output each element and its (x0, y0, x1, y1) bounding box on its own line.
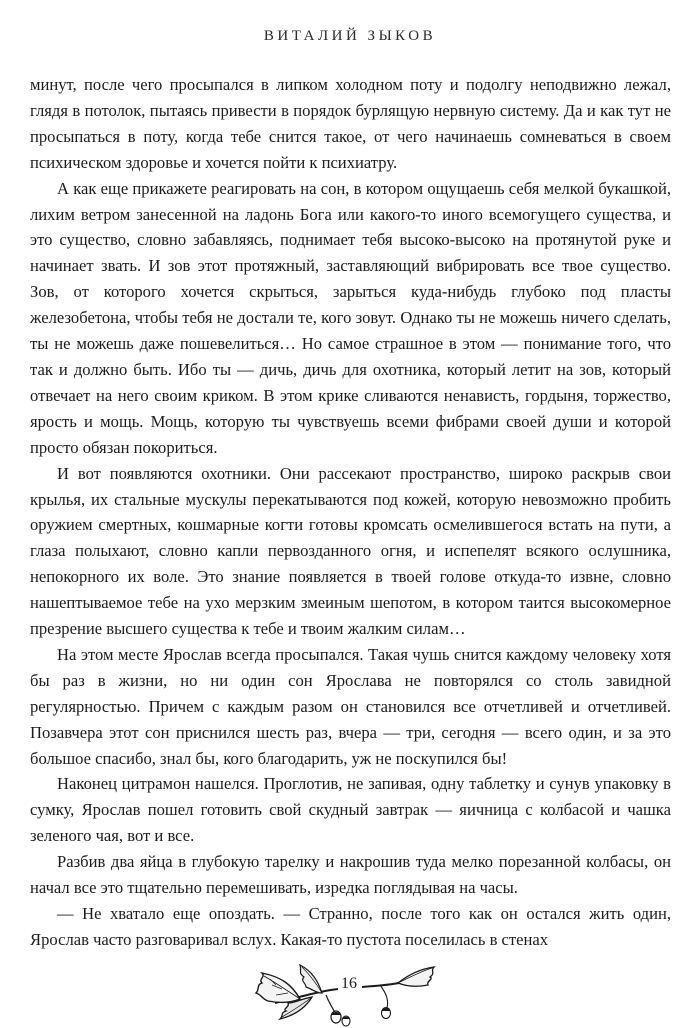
page-body-text (30, 72, 671, 953)
paragraph-hunters: И вот появляются охотники. Они рассекают пространство, широко раскрыв свои крылья, их стальные мускулы перекатываются под кожей, которую невозможно пробить оружием смертных, кошмарные когти готовы кромсать осмелившегося встать на пути, а глаза полыхают, словно капли первозданного огня, и испепелят всякого ослушника, непокорного их воле. Это знание появляется в твоей голове откуда-то извне, словно нашептываемое тебе на ухо мерзким змеиным шепотом, в котором таится высокомерное презрение высшего существа к тебе и твоим жалким силам… (30, 463, 671, 639)
running-head-author: ВИТАЛИЙ ЗЫКОВ (263, 28, 437, 44)
page-footer (0, 955, 700, 1028)
paragraph-citramon: Наконец цитрамон нашелся. Проглотив, не запивая, одну таблетку и сунув упаковку в сумку, Ярослав пошел готовить свой скудный завтрак — яичница с колбасой и чашка зеленого чая, вот и все. (30, 774, 671, 846)
paragraph-dream: А как еще прикажете реагировать на сон, в котором ощущаешь себя мелкой букашкой, лихим ветром занесенной на ладонь Бога или какого-то иного всемогущего существа, и это существо, словно забавляясь, поднимает тебя высоко-высоко на протянутой руке и начинает звать. И зов этот протяжный, заставляющий вибрировать все твое существо. Зов, от которого хочется скрыться, зарыться куда-нибудь глубоко под пласты железобетона, чтобы тебя не достали те, кого зовут. Однако ты не можешь ничего сделать, ты не можешь даже пошевелиться… Но самое страшное в этом — понимание того, что так и должно быть. Ибо ты — дичь, дичь для охотника, который летит на зов, который отвечает на него своим криком. В этом крике сливаются ненависть, гордыня, торжество, ярость и мощь. Мощь, которую ты чувствуешь всеми фибрами своей души и которой просто обязан покориться. (30, 178, 671, 457)
paragraph-continuation: минут, после чего просыпался в липком холодном поту и подолгу неподвижно лежал, глядя в потолок, пытаясь привести в порядок бурлящую нервную систему. Да и как тут не просыпаться в поту, когда тебе снится такое, от чего начинаешь сомневаться в своем психическом здоровье и хочется пойти к психиатру. (30, 75, 671, 172)
paragraph-dialogue: — Не хватало еще опоздать. — Странно, после того как он остался жить один, Ярослав часто разговаривал вслух. Какая-то пустота поселилась в стенах (30, 904, 671, 949)
paragraph-eggs: Разбив два яйца в глубокую тарелку и накрошив туда мелко порезанной колбасы, он начал все это тщательно перемешивать, изредка поглядывая на часы. (30, 852, 671, 898)
page-number: 16 (341, 975, 357, 992)
paragraph-waking: На этом месте Ярослав всегда просыпался. Такая чушь снится каждому человеку хотя бы раз в жизни, но ни один сон Ярослава не повторялся со столь завидной регулярностью. Причем с каждым разом он становился все отчетливей и отчетливей. Позавчера этот сон приснился шесть раз, вчера — три, сегодня — всего один, и за это большое спасибо, знал бы, кого благодарить, уж не поскупился бы! (30, 644, 671, 768)
